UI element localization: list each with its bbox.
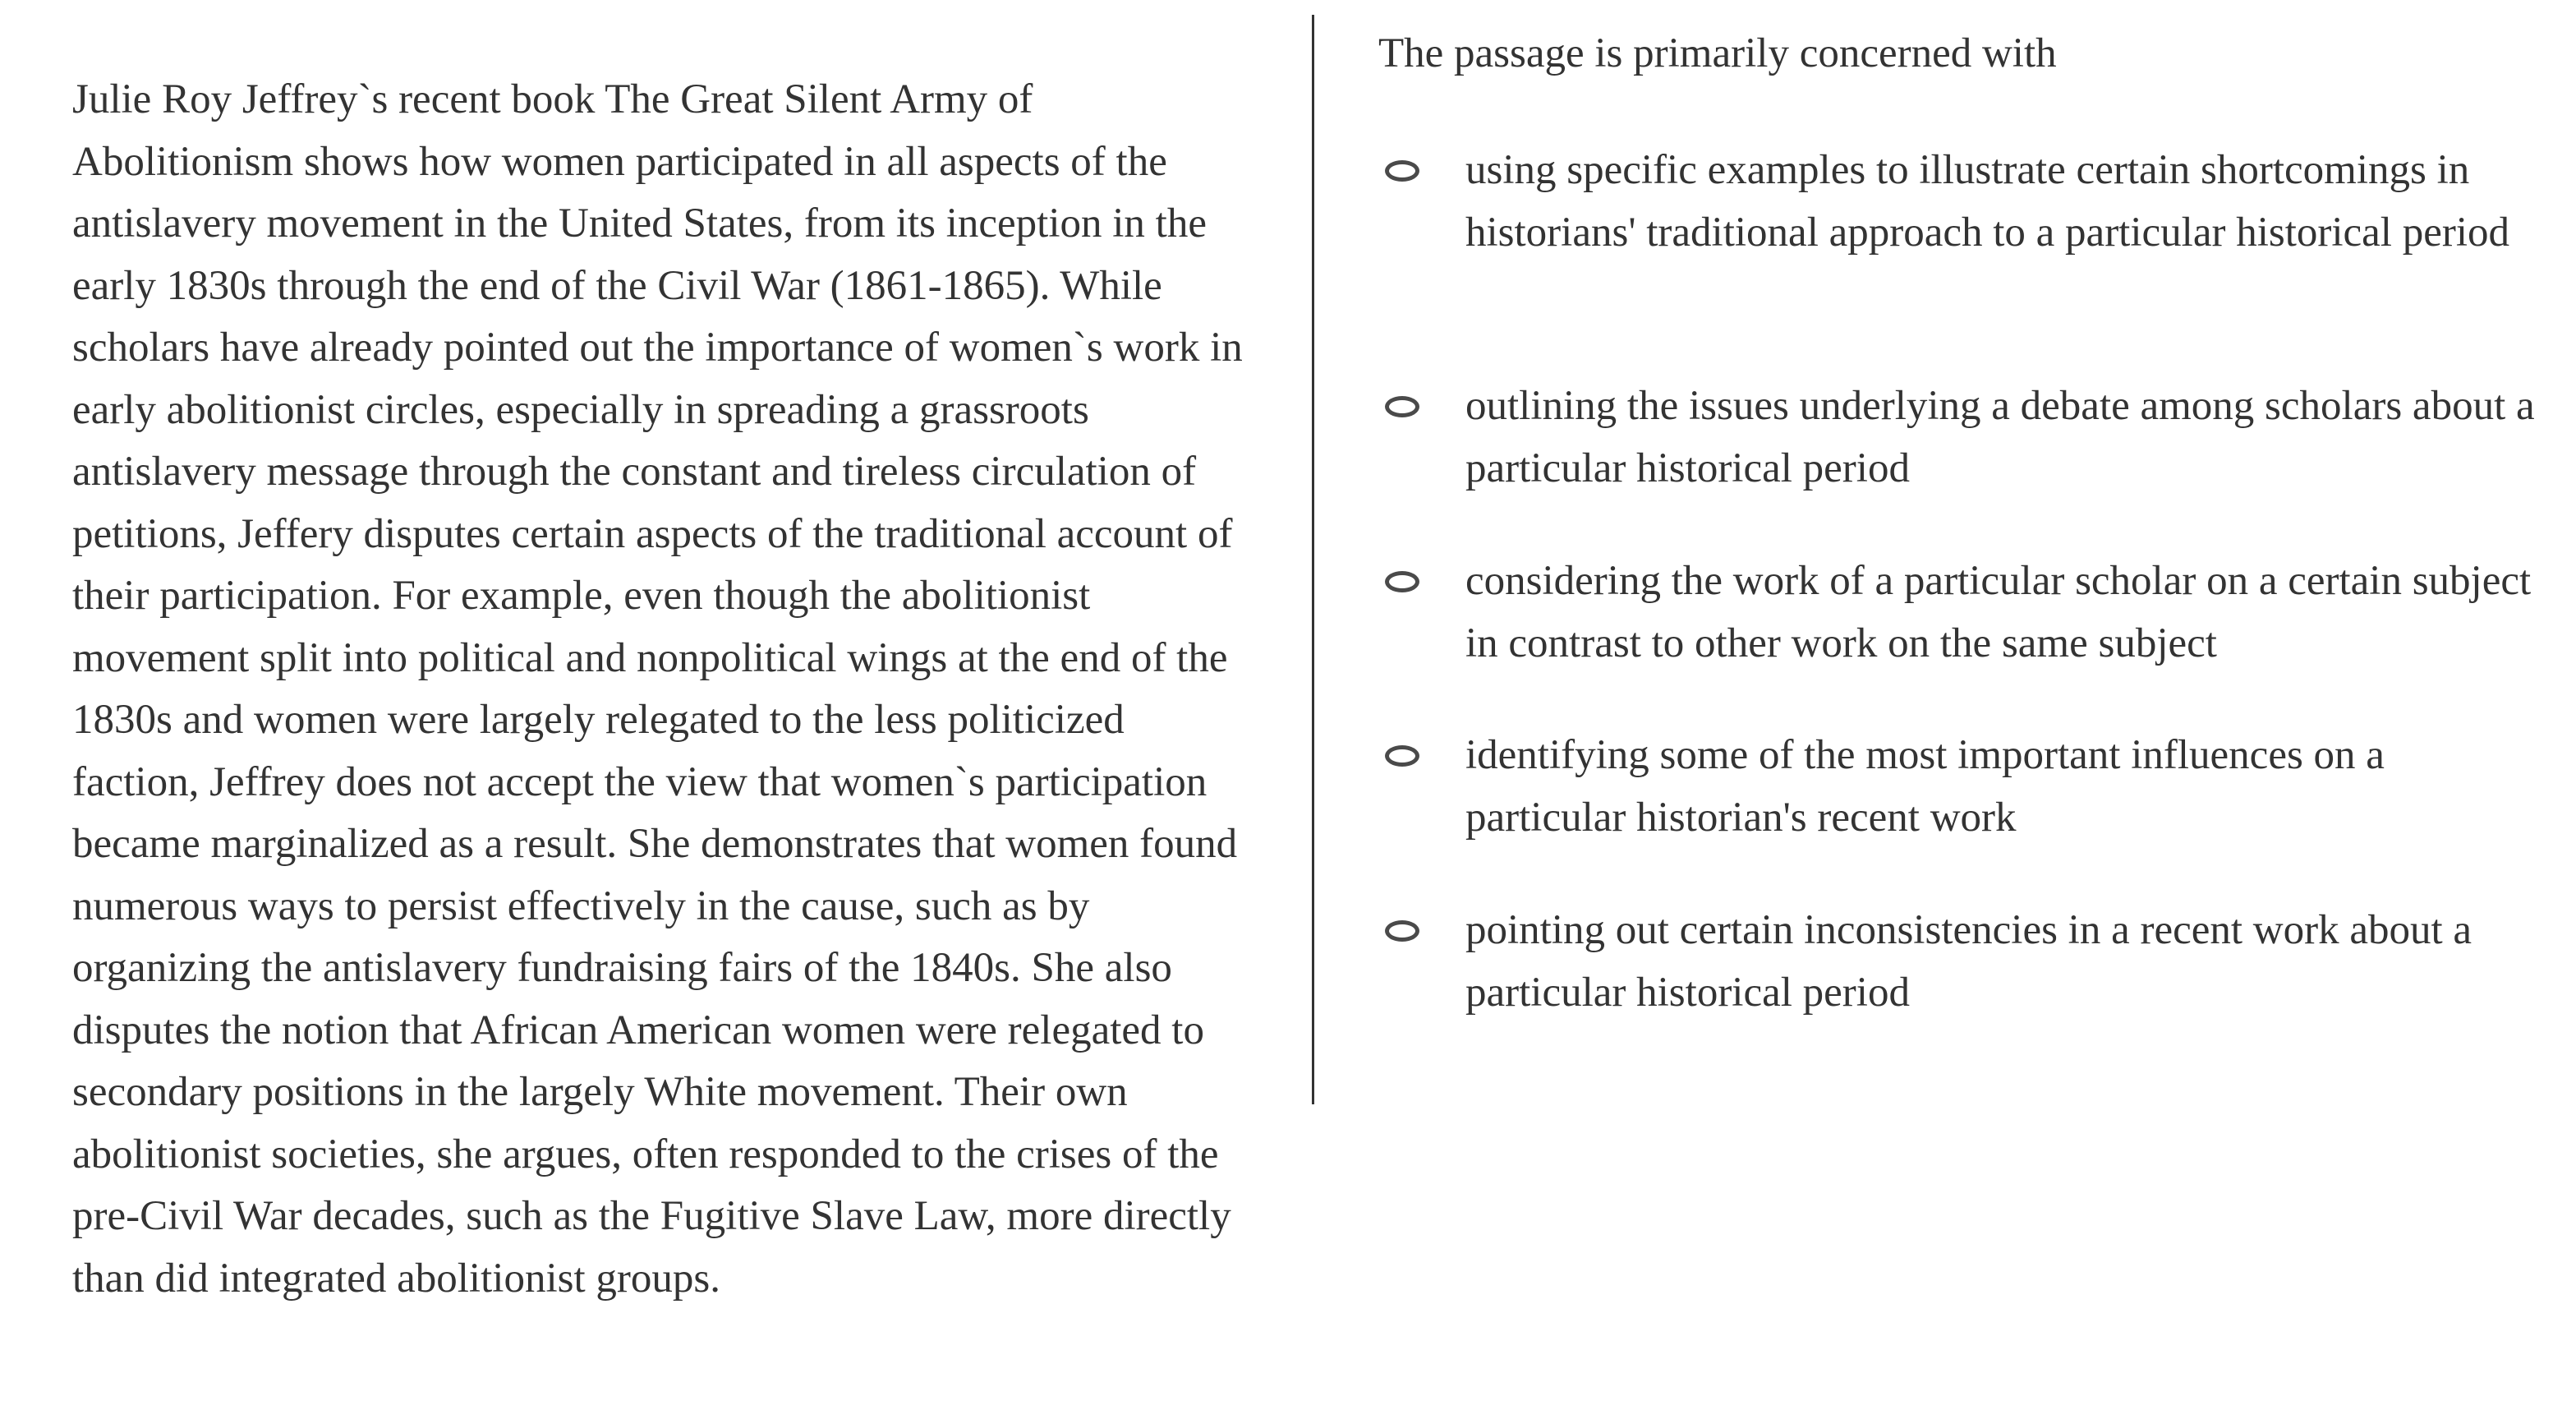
- question-pane: [1378, 23, 2561, 1016]
- answer-option-label: using specific examples to illustrate certain shortcomings in historians' traditional approach to a particular historical period: [1465, 147, 2510, 256]
- answer-option-label: pointing out certain inconsistencies in a recent work about a particular historical period: [1465, 907, 2472, 1016]
- radio-button-icon[interactable]: [1385, 396, 1419, 417]
- answer-option-label: considering the work of a particular scholar on a certain subject in contrast to other work on the same subject: [1465, 558, 2532, 666]
- radio-button-icon[interactable]: [1385, 571, 1419, 592]
- radio-button-icon[interactable]: [1385, 745, 1419, 767]
- answer-option-label: outlining the issues underlying a debate among scholars about a particular historical period: [1465, 383, 2535, 491]
- pane-divider: [1312, 15, 1314, 1104]
- reading-passage-pane: [72, 69, 1255, 1310]
- radio-button-icon[interactable]: [1385, 160, 1419, 182]
- radio-button-icon[interactable]: [1385, 920, 1419, 942]
- answer-option-label: identifying some of the most important influences on a particular historian's recent work: [1465, 732, 2385, 841]
- passage-text: Julie Roy Jeffrey`s recent book The Great Silent Army of Abolitionism shows how women participated in all aspects of the antislavery movement in the United States, from its inception in the early 1830s through the end of the Civil War (1861-1865). While scholars have already pointed out the importance of women`s work in early abolitionist circles, especially in spreading a grassroots antislavery message through the constant and tireless circulation of petitions, Jeffery disputes certain aspects of the traditional account of their participation. For example, even though the abolitionist movement split into political and nonpolitical wings at the end of the 1830s and women were largely relegated to the less politicized faction, Jeffrey does not accept the view that women`s participation became marginalized as a result. She demonstrates that women found numerous ways to persist effectively in the cause, such as by organizing the antislavery fundraising fairs of the 1840s. She also disputes the notion that African American women were relegated to secondary positions in the largely White movement. Their own abolitionist societies, she argues, often responded to the crises of the pre-Civil War decades, such as the Fugitive Slave Law, more directly than did integrated abolitionist groups.: [72, 76, 1243, 1302]
- question-stem: The passage is primarily concerned with: [1378, 30, 2057, 76]
